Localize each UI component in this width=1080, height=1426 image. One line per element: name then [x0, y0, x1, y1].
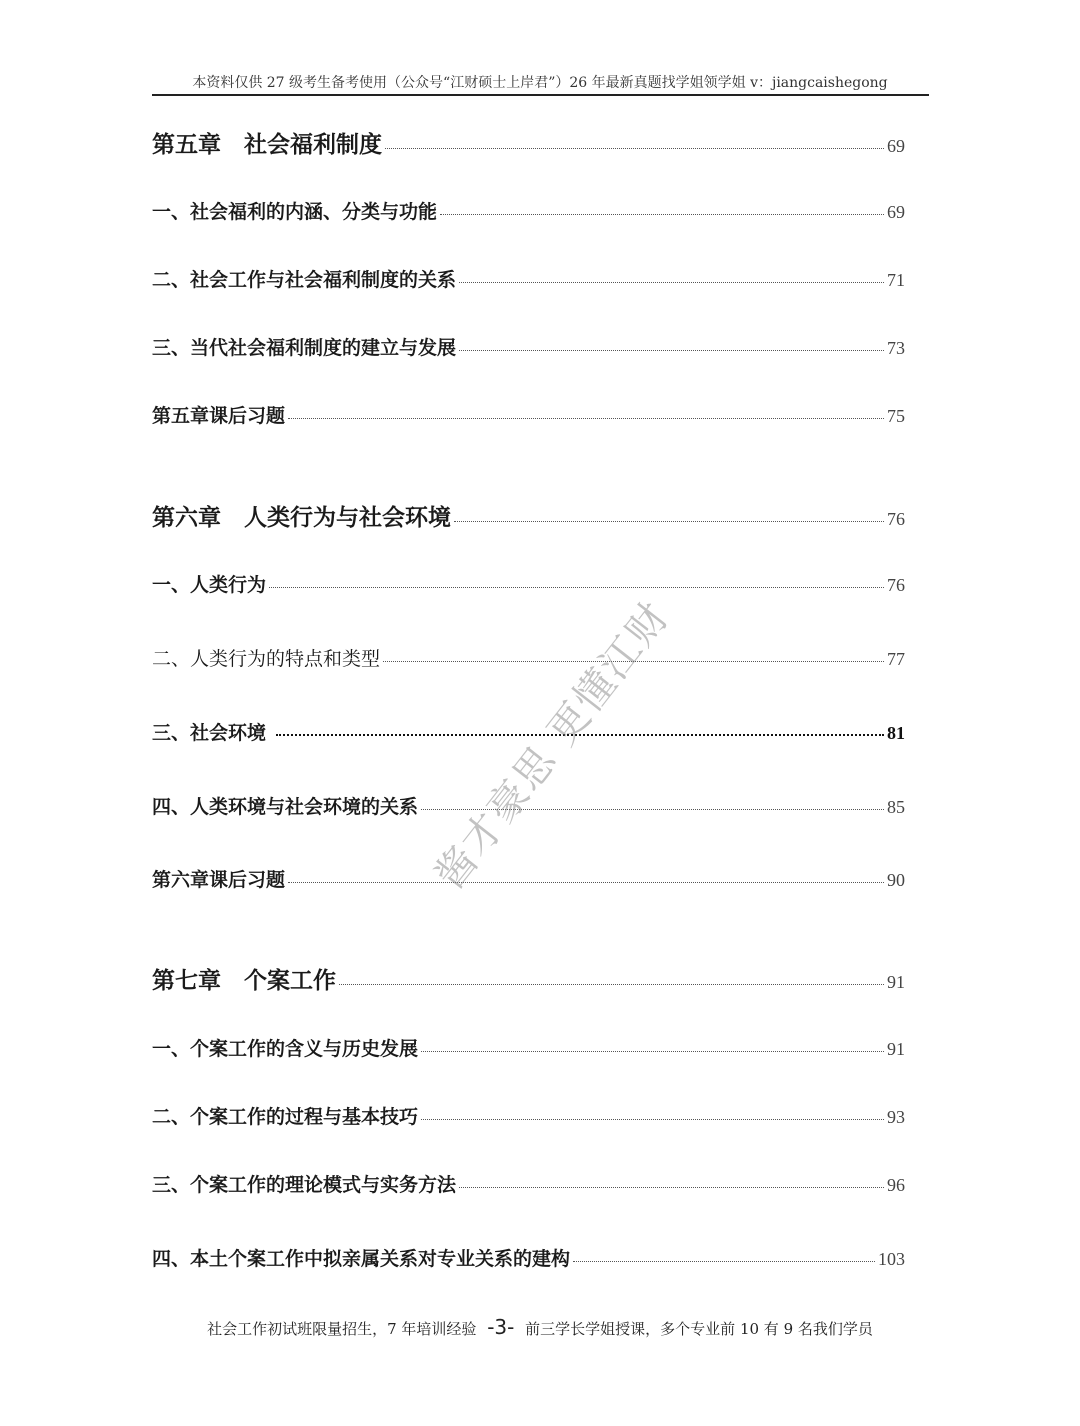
- toc-entry-label: 第六章课后习题: [152, 869, 286, 891]
- toc-entry-section[interactable]: [152, 197, 905, 224]
- toc-dot-leader: [573, 1261, 875, 1262]
- page-footer: [150, 1315, 930, 1339]
- toc-entry-section[interactable]: [152, 644, 905, 671]
- page-header-text: 本资料仅供 27 级考生备考使用（公众号“江财硕士上岸君”）26 年最新真题找学姐领学姐 v：jiangcaishegong: [192, 75, 888, 91]
- toc-entry-label: 第五章课后习题: [152, 405, 286, 427]
- toc-entry-label: 三、社会环境: [152, 722, 273, 744]
- toc-entry-page: 71: [887, 270, 905, 290]
- toc-dot-leader: [421, 1051, 884, 1052]
- toc-dot-leader: [421, 1119, 884, 1120]
- toc-entry-page: 76: [887, 509, 905, 529]
- toc-entry-label: 第五章 社会福利制度: [152, 132, 382, 158]
- toc-entry-label: 三、当代社会福利制度的建立与发展: [152, 337, 457, 359]
- toc-entry-page: 75: [887, 406, 905, 426]
- toc-dot-leader: [440, 214, 884, 215]
- toc-entry-page: 96: [887, 1175, 905, 1195]
- toc-entry-label: 二、个案工作的过程与基本技巧: [152, 1106, 419, 1128]
- toc-dot-leader: [339, 984, 884, 985]
- toc-entry-label: 一、社会福利的内涵、分类与功能: [152, 201, 438, 223]
- toc-dot-leader: [459, 282, 884, 283]
- toc-entry-section[interactable]: [152, 570, 905, 597]
- toc-dot-leader: [459, 1187, 884, 1188]
- toc-entry-page: 69: [887, 202, 905, 222]
- toc-entry-label: 一、人类行为: [152, 574, 267, 596]
- toc-entry-chapter-7[interactable]: [152, 962, 905, 995]
- toc-dot-leader: [459, 350, 884, 351]
- toc-entry-label: 三、个案工作的理论模式与实务方法: [152, 1174, 457, 1196]
- toc-entry-page: 85: [887, 797, 905, 817]
- toc-entry-section[interactable]: [152, 1102, 905, 1129]
- toc-dot-leader: [288, 418, 884, 419]
- toc-entry-label: 四、本土个案工作中拟亲属关系对专业关系的建构: [152, 1248, 571, 1270]
- toc-entry-page: 81: [887, 723, 905, 743]
- toc-entry-page: 90: [887, 870, 905, 890]
- toc-entry-page: 76: [887, 575, 905, 595]
- toc-entry-section[interactable]: [152, 265, 905, 292]
- watermark: 酱才豪思 更懂江财: [426, 593, 679, 899]
- toc-entry-exercises[interactable]: [152, 865, 905, 892]
- toc-dot-leader: [288, 882, 884, 883]
- toc-entry-page: 91: [887, 1039, 905, 1059]
- toc-entry-section[interactable]: [152, 1170, 905, 1197]
- footer-right-text: 前三学长学姐授课，多个专业前 10 有 9 名我们学员: [525, 1320, 873, 1338]
- toc-entry-page: 103: [878, 1249, 905, 1269]
- toc-entry-page: 77: [887, 649, 905, 669]
- toc-entry-label: 二、社会工作与社会福利制度的关系: [152, 269, 457, 291]
- toc-entry-label: 一、个案工作的含义与历史发展: [152, 1038, 419, 1060]
- toc-entry-label: 第六章 人类行为与社会环境: [152, 505, 451, 531]
- toc-dot-leader: [385, 148, 884, 149]
- toc-entry-label: 四、人类环境与社会环境的关系: [152, 796, 419, 818]
- footer-left-text: 社会工作初试班限量招生，7 年培训经验: [207, 1320, 477, 1338]
- header-rule: [152, 94, 929, 96]
- toc-entry-page: 91: [887, 972, 905, 992]
- toc-entry-section[interactable]: [152, 1244, 905, 1271]
- toc-entry-section[interactable]: [152, 1034, 905, 1061]
- toc-entry-page: 73: [887, 338, 905, 358]
- toc-entry-chapter-5[interactable]: [152, 126, 905, 159]
- toc-entry-page: 69: [887, 136, 905, 156]
- toc-dot-leader: [454, 521, 884, 522]
- toc-entry-section[interactable]: [152, 333, 905, 360]
- toc-entry-label: 第七章 个案工作: [152, 968, 336, 994]
- toc-entry-page: 93: [887, 1107, 905, 1127]
- toc-entry-chapter-6[interactable]: [152, 499, 905, 532]
- toc-dot-leader: [269, 587, 884, 588]
- toc-entry-label: 二、人类行为的特点和类型: [152, 648, 381, 670]
- toc-entry-exercises[interactable]: [152, 401, 905, 428]
- footer-page-number: -3-: [487, 1315, 515, 1339]
